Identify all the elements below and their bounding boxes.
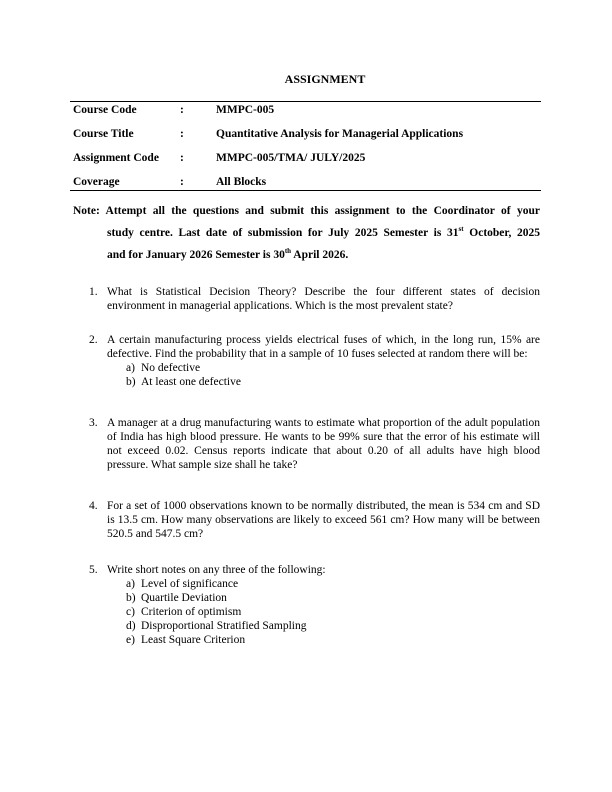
sub-question-item xyxy=(107,577,540,591)
sub-question-text: At least one defective xyxy=(141,376,241,388)
sub-question-item xyxy=(107,361,540,375)
question-text: What is Statistical Decision Theory? Describe the four different states of decision environment in managerial applications. Which is the most prevalent state? xyxy=(107,286,540,312)
table-top-rule xyxy=(70,101,541,102)
question-item xyxy=(89,563,540,647)
sub-question-letter: a) xyxy=(126,362,135,374)
question-item xyxy=(89,333,540,389)
sub-question-letter: c) xyxy=(126,606,135,618)
sub-question-item xyxy=(107,591,540,605)
question-text: A manager at a drug manufacturing wants to estimate what proportion of the adult population of India has high blood pressure. He wants to be 99% sure that the error of his estimate will not exceed 0.02. Census reports indicate that about 0.20 of all adults have high blood pressure. What sample size shall he take? xyxy=(107,417,540,471)
sub-question-list xyxy=(107,361,540,389)
note-line-1: Note: Attempt all the questions and submit this assignment to the Coordinator of your xyxy=(73,205,540,217)
sub-question-list xyxy=(107,577,540,647)
sub-question-letter: b) xyxy=(126,376,136,388)
sub-question-letter: b) xyxy=(126,592,136,604)
question-list xyxy=(89,285,540,647)
sub-question-letter: e) xyxy=(126,634,135,646)
course-title-sep: : xyxy=(180,128,184,140)
question-number: 4. xyxy=(89,500,98,512)
question-text: Write short notes on any three of the following: xyxy=(107,564,326,576)
coverage-value: All Blocks xyxy=(216,176,267,188)
submission-note xyxy=(73,200,540,266)
question-item xyxy=(89,499,540,541)
coverage-sep: : xyxy=(180,176,184,188)
note-line-2-sup: st xyxy=(458,225,464,234)
assignment-code-sep: : xyxy=(180,152,184,164)
course-title-label: Course Title xyxy=(73,128,134,140)
course-code-sep: : xyxy=(180,104,184,116)
sub-question-text: Level of significance xyxy=(141,578,239,590)
sub-question-item xyxy=(107,605,540,619)
assignment-code-value: MMPC-005/TMA/ JULY/2025 xyxy=(216,152,366,164)
note-line-3-date: April 2026. xyxy=(291,249,349,261)
note-line-3 xyxy=(73,244,540,266)
sub-question-letter: d) xyxy=(126,620,136,632)
question-item xyxy=(89,416,540,472)
sub-question-item xyxy=(107,375,540,389)
table-bottom-rule xyxy=(70,190,541,191)
sub-question-item xyxy=(107,619,540,633)
question-number: 3. xyxy=(89,417,98,429)
sub-question-text: Criterion of optimism xyxy=(141,606,242,618)
note-line-2-text: study centre. Last date of submission for July 2025 Semester is 31 xyxy=(107,227,459,239)
coverage-label: Coverage xyxy=(73,176,120,188)
question-number: 5. xyxy=(89,564,98,576)
course-code-value: MMPC-005 xyxy=(216,104,275,116)
sub-question-letter: a) xyxy=(126,578,135,590)
assignment-code-label: Assignment Code xyxy=(73,152,159,164)
note-line-2 xyxy=(73,222,540,244)
note-line-2-date: October, 2025 xyxy=(463,227,540,239)
question-number: 2. xyxy=(89,334,98,346)
question-text: A certain manufacturing process yields electrical fuses of which, in the long run, 15% are defective. Find the probability that in a sample of 10 fuses selected at random there will be: xyxy=(107,334,540,360)
course-code-label: Course Code xyxy=(73,104,137,116)
sub-question-item xyxy=(107,633,540,647)
sub-question-text: Quartile Deviation xyxy=(141,592,227,604)
note-line-3-text: and for January 2026 Semester is 30 xyxy=(107,249,285,261)
question-number: 1. xyxy=(89,286,98,298)
note-line-3-sup: th xyxy=(284,247,292,256)
sub-question-text: Disproportional Stratified Sampling xyxy=(141,620,307,632)
sub-question-text: No defective xyxy=(141,362,201,374)
question-item xyxy=(89,285,540,313)
course-title-value: Quantitative Analysis for Managerial Applications xyxy=(216,128,464,140)
question-text: For a set of 1000 observations known to be normally distributed, the mean is 534 cm and SD is 13.5 cm. How many observations are likely to exceed 561 cm? How many will be between 520.5 and 547.5 cm? xyxy=(107,500,540,540)
page-title: ASSIGNMENT xyxy=(284,72,366,86)
sub-question-text: Least Square Criterion xyxy=(141,634,246,646)
